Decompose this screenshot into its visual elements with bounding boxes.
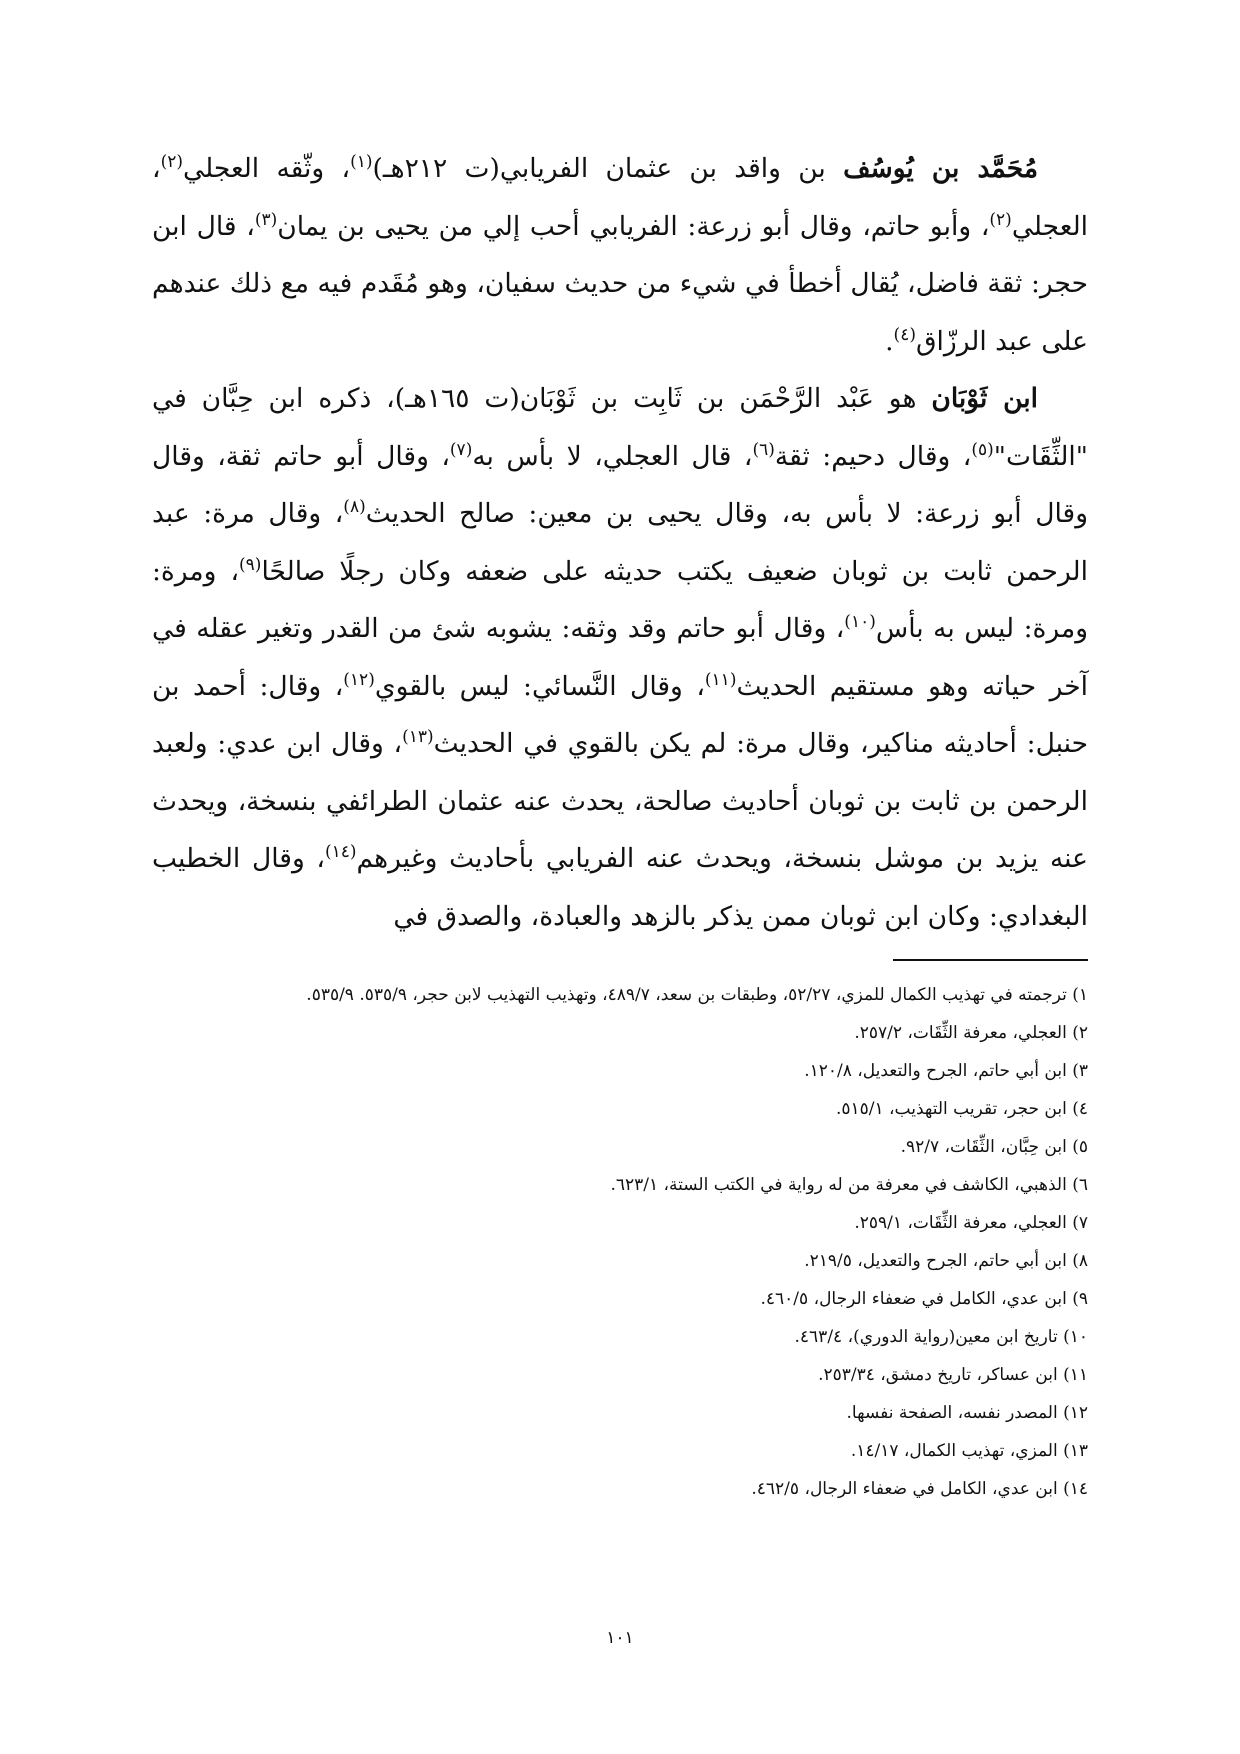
footnote-ref[interactable]: (١٤) [325,842,357,863]
footnote-9: ٩) ابن عدي، الكامل في ضعفاء الرجال، ٤٦٠/٥. [760,1289,1088,1309]
text-segment: ، وقال: أحمد بن حنبل: أحاديثه مناكير، وقال مرة: لم يكن بالقوي في الحديث [152,670,1089,759]
footnote-2: ٢) العجلي، معرفة الثِّقَات، ٢٥٧/٢. [854,1023,1088,1043]
text-segment: ، وقال أبو حاتم ثقة، وقال وقال أبو زرعة: لا بأس به، وقال يحيى بن معين: صالح الحديث [152,440,1088,529]
paragraph-muhammad-bin-yusuf [152,140,1088,370]
text-segment: ، وثّقه العجلي [182,153,351,184]
footnotes [152,976,1088,1508]
footnote-13: ١٣) المزي، تهذيب الكمال، ١٤/١٧. [850,1441,1088,1461]
text-segment: ، وقال الخطيب البغدادي: وكان ابن ثوبان ممن يذكر بالزهد والعبادة، والصدق في [152,843,1088,932]
footnote-6: ٦) الذهبي، الكاشف في معرفة من له رواية في الكتب الستة، ٦٢٣/١. [610,1175,1088,1195]
footnote-ref[interactable]: (١٣) [402,727,434,748]
footnote-10: ١٠) تاريخ ابن معين(رواية الدوري)، ٤٦٣/٤. [794,1327,1088,1347]
footnote-ref[interactable]: (٩) [239,554,262,575]
narrator-name: ابن ثَوْبَان [931,383,1038,414]
footnote-14: ١٤) ابن عدي، الكامل في ضعفاء الرجال، ٤٦٢/٥. [751,1479,1088,1499]
text-segment: ، وقال أبو حاتم وقد وثقه: يشوبه شئ من القدر وتغير عقله في آخر حياته وهو مستقيم الحديث [152,613,1089,702]
text-segment: ، وقال دحيم: ثقة [774,440,972,472]
footnote-8: ٨) ابن أبي حاتم، الجرح والتعديل، ٢١٩/٥. [804,1251,1088,1271]
footnote-ref[interactable]: (١١) [704,669,737,690]
footnote-ref[interactable]: (١٢) [343,669,375,690]
footnote-ref[interactable]: (٧) [449,439,473,460]
text-segment: ، قال العجلي، لا بأس به [472,440,753,472]
main-text [152,140,1088,945]
footnote-7: ٧) العجلي، معرفة الثِّقَات، ٢٥٩/١. [854,1213,1088,1233]
footnote-12: ١٢) المصدر نفسه، الصفحة نفسها. [846,1403,1088,1423]
footnote-4: ٤) ابن حجر، تقريب التهذيب، ٥١٥/١. [835,1099,1088,1119]
narrator-name: مُحَمَّد بن يُوسُف [843,153,1039,184]
text-segment: ، العجلي [152,153,1088,242]
paragraph-ibn-thawban [152,370,1088,945]
text-segment: بن واقد بن عثمان الفريابي(ت ٢١٢هـ) [372,153,844,184]
footnote-3: ٣) ابن أبي حاتم، الجرح والتعديل، ١٢٠/٨. [804,1061,1088,1081]
footnote-ref[interactable]: (١٠) [844,612,876,633]
text-segment: ، وقال ابن عدي: ولعبد الرحمن بن ثابت بن ثوبان أحاديث صالحة، يحدث عنه عثمان الطرائفي بنسخة، ويحدث عنه يزيد بن موشل بنسخة، ويحدث عنه الفريابي بأحاديث وغيرهم [152,728,1088,874]
text-segment: ، وقال مرة: عبد الرحمن ثابت بن ثوبان ضعيف يكتب حديثه على ضعفه وكان رجلًا صالحًا [152,498,1088,587]
text-segment: هو عَبْد الرَّحْمَن بن ثَابِت بن ثَوْبَان(ت ١٦٥هـ)، ذكره ابن حِبَّان في "الثِّقَات" [152,383,1088,472]
footnote-5: ٥) ابن حِبَّان، الثِّقَات، ٩٢/٧. [900,1137,1088,1157]
page-number: ١٠١ [606,1628,634,1648]
footnote-ref[interactable]: (٦) [752,439,775,460]
footnote-ref[interactable]: (٢) [160,152,183,173]
text-segment: ، قال ابن حجر: ثقة فاضل، يُقال أخطأ في شيء من حديث سفيان، وهو مُقَدم فيه مع ذلك عندهم على عبد الرزّاق [152,210,1088,357]
footnote-ref[interactable]: (٢) [989,209,1012,230]
text-segment: . [885,325,894,357]
text-segment: ، ومرة: ومرة: ليس به بأس [152,555,1088,644]
footnote-11: ١١) ابن عساكر، تاريخ دمشق، ٢٥٣/٣٤. [818,1365,1088,1385]
text-segment: ، وأبو حاتم، وقال أبو زرعة: الفريابي أحب إلي من يحيى بن يمان [277,210,990,242]
footnote-ref[interactable]: (٥) [971,439,994,460]
footnote-separator [893,959,1088,961]
footnote-ref[interactable]: (٣) [254,209,278,230]
footnote-ref[interactable]: (٨) [343,497,366,518]
text-segment: ، وقال النَّسائي: ليس بالقوي [374,670,705,702]
footnote-ref[interactable]: (٤) [893,324,916,345]
footnote-1: ١) ترجمته في تهذيب الكمال للمزي، ٥٢/٢٧، وطبقات بن سعد، ٤٨٩/٧، وتهذيب التهذيب لابن حجر، ٥٣٥/٩. ٥٣٥/٩. [306,985,1088,1005]
footnote-ref[interactable]: (١) [350,152,373,173]
